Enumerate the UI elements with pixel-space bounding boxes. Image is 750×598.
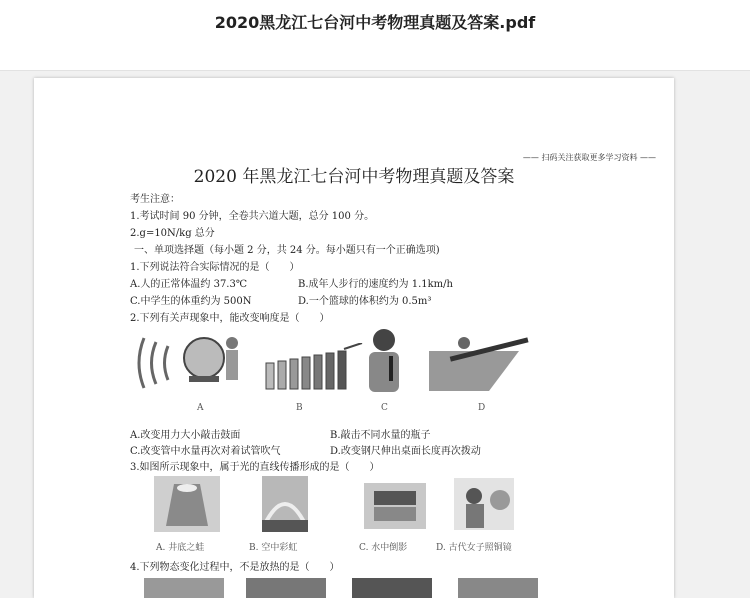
q1-option-b: B.成年人步行的速度约为 1.1km/h	[298, 279, 453, 290]
note-2: 2.g=10N/kg 总分	[130, 228, 215, 239]
q2-option-a: A.改变用力大小敲击鼓面	[130, 430, 241, 441]
pdf-page[interactable]	[34, 78, 674, 598]
fig-label-d: D	[478, 403, 486, 413]
fig-label-3c: C. 水中倒影	[359, 543, 408, 553]
water-reflection-photo	[364, 483, 426, 529]
question-2-stem: 2.下列有关声现象中，能改变响度是（ ）	[130, 313, 330, 324]
q4-photo-b	[246, 578, 326, 598]
question-4-stem: 4.下列物态变化过程中，不是放热的是（ ）	[130, 562, 340, 573]
note-1: 1.考试时间 90 分钟，全卷共六道大题，总分 100 分。	[130, 211, 375, 222]
fig-label-b: B	[296, 403, 303, 413]
ruler-figure	[429, 333, 534, 393]
bottles-figure	[264, 343, 364, 393]
paper-title: 2020 年黑龙江七台河中考物理真题及答案	[193, 167, 515, 187]
q2-option-b: B.敲击不同水量的瓶子	[330, 430, 431, 441]
question-3-stem: 3.如图所示现象中，属于光的直线传播形成的是（ ）	[130, 462, 380, 473]
bronze-mirror-photo	[454, 478, 514, 530]
qr-note: —— 扫码关注获取更多学习资料 ——	[522, 153, 656, 162]
q2-option-d: D.改变钢尺伸出桌面长度再次拨动	[330, 446, 481, 457]
girl-blowing-tube-figure	[359, 326, 409, 396]
fig-label-3a: A. 井底之蛙	[156, 543, 205, 553]
q4-photo-c	[352, 578, 432, 598]
fig-label-3d: D. 古代女子照铜镜	[436, 543, 512, 553]
question-1-stem: 1.下列说法符合实际情况的是（ ）	[130, 262, 300, 273]
q2-option-c: C.改变管中水量再次对着试管吹气	[130, 446, 281, 457]
fig-label-a: A	[197, 403, 204, 413]
q1-option-c: C.中学生的体重约为 500N	[130, 296, 252, 307]
q1-option-a: A.人的正常体温约 37.3℃	[130, 279, 248, 290]
rainbow-photo	[262, 476, 308, 532]
document-title: 2020黑龙江七台河中考物理真题及答案.pdf	[214, 13, 536, 32]
q1-option-d: D.一个篮球的体积约为 0.5m³	[298, 296, 432, 307]
well-frog-photo	[154, 476, 220, 532]
q4-photo-a	[144, 578, 224, 598]
q4-photo-d	[458, 578, 538, 598]
notes-heading: 考生注意：	[130, 194, 180, 205]
fig-label-3b: B. 空中彩虹	[249, 543, 298, 553]
section-heading: 一、单项选择题（每小题 2 分，共 24 分。每小题只有一个正确选项)	[134, 245, 440, 256]
title-bar	[0, 0, 750, 71]
drum-figure	[134, 328, 244, 398]
fig-label-c: C	[381, 403, 388, 413]
